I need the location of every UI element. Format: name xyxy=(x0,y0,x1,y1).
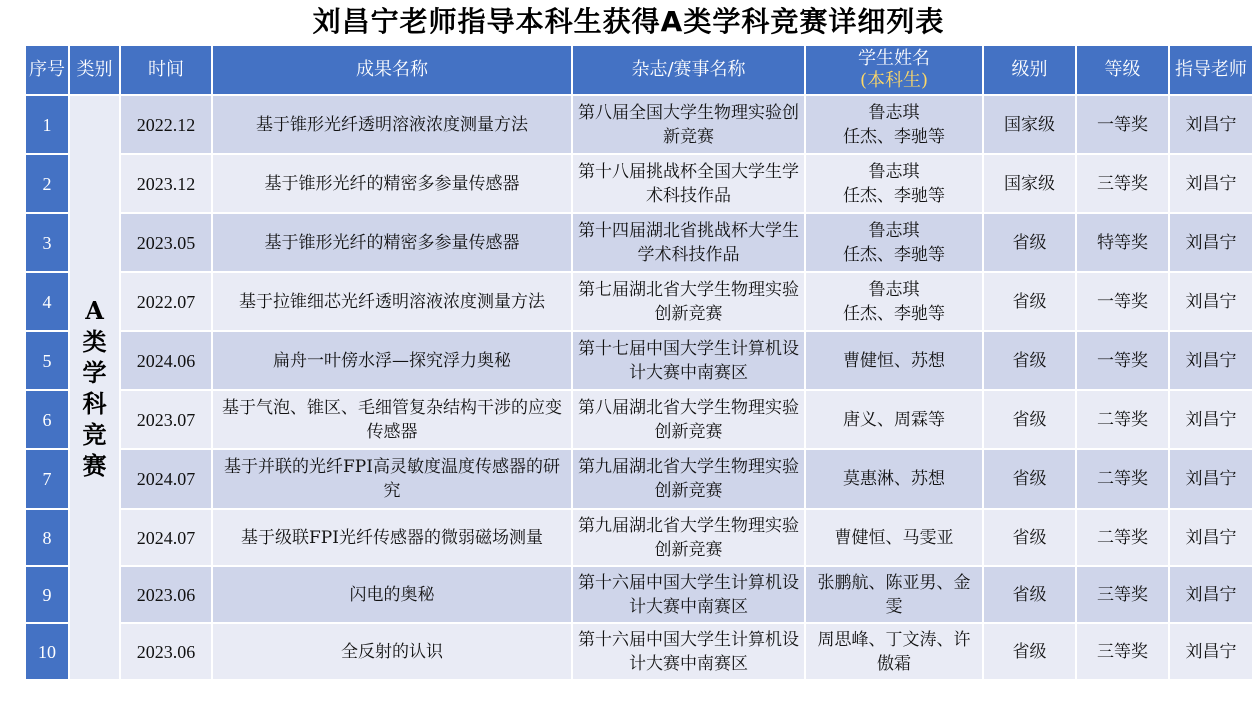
cell-time: 2022.12 xyxy=(121,96,211,153)
cell-advisor: 刘昌宁 xyxy=(1170,273,1252,330)
cell-competition: 第十六届中国大学生计算机设计大赛中南赛区 xyxy=(573,567,804,622)
row-index: 5 xyxy=(26,332,68,389)
cell-grade: 三等奖 xyxy=(1077,624,1168,679)
cell-level: 省级 xyxy=(984,450,1075,508)
table-row xyxy=(26,450,1252,508)
cell-grade: 一等奖 xyxy=(1077,273,1168,330)
table-row xyxy=(26,510,1252,565)
cell-time: 2023.05 xyxy=(121,214,211,271)
cell-grade: 二等奖 xyxy=(1077,450,1168,508)
cell-achievement: 基于气泡、锥区、毛细管复杂结构干涉的应变传感器 xyxy=(213,391,571,448)
table-row xyxy=(26,155,1252,212)
cell-level: 省级 xyxy=(984,567,1075,622)
table-row xyxy=(26,214,1252,271)
header-students-sub: (本科生) xyxy=(859,70,929,91)
row-index: 4 xyxy=(26,273,68,330)
cell-time: 2023.07 xyxy=(121,391,211,448)
table-row xyxy=(26,273,1252,330)
header-level: 级别 xyxy=(984,46,1075,94)
cell-students: 曹健恒、苏想 xyxy=(806,332,982,389)
cell-achievement: 基于锥形光纤的精密多参量传感器 xyxy=(213,214,571,271)
cell-advisor: 刘昌宁 xyxy=(1170,624,1252,679)
header-time: 时间 xyxy=(121,46,211,94)
cell-competition: 第十六届中国大学生计算机设计大赛中南赛区 xyxy=(573,624,804,679)
cell-grade: 二等奖 xyxy=(1077,510,1168,565)
cell-advisor: 刘昌宁 xyxy=(1170,155,1252,212)
cell-students: 莫惠淋、苏想 xyxy=(806,450,982,508)
cell-advisor: 刘昌宁 xyxy=(1170,510,1252,565)
header-achievement: 成果名称 xyxy=(213,46,571,94)
cell-students: 鲁志琪 任杰、李驰等 xyxy=(806,214,982,271)
row-index: 6 xyxy=(26,391,68,448)
cell-students: 周思峰、丁文涛、许傲霜 xyxy=(806,624,982,679)
cell-achievement: 全反射的认识 xyxy=(213,624,571,679)
cell-students: 鲁志琪 任杰、李驰等 xyxy=(806,273,982,330)
row-index: 3 xyxy=(26,214,68,271)
header-competition: 杂志/赛事名称 xyxy=(573,46,804,94)
cell-competition: 第十七届中国大学生计算机设计大赛中南赛区 xyxy=(573,332,804,389)
cell-advisor: 刘昌宁 xyxy=(1170,450,1252,508)
cell-competition: 第七届湖北省大学生物理实验创新竞赛 xyxy=(573,273,804,330)
cell-advisor: 刘昌宁 xyxy=(1170,96,1252,153)
cell-level: 省级 xyxy=(984,273,1075,330)
cell-time: 2024.06 xyxy=(121,332,211,389)
cell-achievement: 扁舟一叶傍水浮—探究浮力奥秘 xyxy=(213,332,571,389)
row-index: 10 xyxy=(26,624,68,679)
row-index: 1 xyxy=(26,96,68,153)
table-row xyxy=(26,567,1252,622)
cell-time: 2024.07 xyxy=(121,450,211,508)
cell-time: 2023.06 xyxy=(121,567,211,622)
cell-students: 鲁志琪 任杰、李驰等 xyxy=(806,96,982,153)
header-students xyxy=(806,46,982,94)
cell-level: 省级 xyxy=(984,510,1075,565)
header-row xyxy=(26,46,1252,94)
row-index: 8 xyxy=(26,510,68,565)
cell-grade: 特等奖 xyxy=(1077,214,1168,271)
cell-students: 鲁志琪 任杰、李驰等 xyxy=(806,155,982,212)
cell-achievement: 基于并联的光纤FPI高灵敏度温度传感器的研究 xyxy=(213,450,571,508)
table-row xyxy=(26,332,1252,389)
cell-advisor: 刘昌宁 xyxy=(1170,332,1252,389)
cell-competition: 第八届湖北省大学生物理实验创新竞赛 xyxy=(573,391,804,448)
cell-grade: 三等奖 xyxy=(1077,155,1168,212)
cell-competition: 第十八届挑战杯全国大学生学术科技作品 xyxy=(573,155,804,212)
awards-table xyxy=(24,44,1254,681)
cell-level: 省级 xyxy=(984,624,1075,679)
cell-grade: 一等奖 xyxy=(1077,332,1168,389)
cell-time: 2023.06 xyxy=(121,624,211,679)
cell-competition: 第十四届湖北省挑战杯大学生学术科技作品 xyxy=(573,214,804,271)
table-row xyxy=(26,624,1252,679)
cell-achievement: 基于拉锥细芯光纤透明溶液浓度测量方法 xyxy=(213,273,571,330)
cell-level: 省级 xyxy=(984,391,1075,448)
cell-level: 省级 xyxy=(984,214,1075,271)
cell-level: 省级 xyxy=(984,332,1075,389)
header-students-label: 学生姓名 xyxy=(858,48,930,69)
cell-competition: 第九届湖北省大学生物理实验创新竞赛 xyxy=(573,450,804,508)
category-label: A类学科竞赛 xyxy=(82,295,107,480)
cell-achievement: 基于锥形光纤的精密多参量传感器 xyxy=(213,155,571,212)
table-body xyxy=(26,96,1252,679)
cell-grade: 一等奖 xyxy=(1077,96,1168,153)
cell-students: 曹健恒、马雯亚 xyxy=(806,510,982,565)
cell-achievement: 基于锥形光纤透明溶液浓度测量方法 xyxy=(213,96,571,153)
cell-advisor: 刘昌宁 xyxy=(1170,391,1252,448)
cell-competition: 第八届全国大学生物理实验创新竞赛 xyxy=(573,96,804,153)
table-row xyxy=(26,96,1252,153)
cell-competition: 第九届湖北省大学生物理实验创新竞赛 xyxy=(573,510,804,565)
cell-time: 2024.07 xyxy=(121,510,211,565)
row-index: 2 xyxy=(26,155,68,212)
header-index: 序号 xyxy=(26,46,68,94)
cell-achievement: 闪电的奥秘 xyxy=(213,567,571,622)
cell-grade: 二等奖 xyxy=(1077,391,1168,448)
header-category: 类别 xyxy=(70,46,119,94)
cell-students: 张鹏航、陈亚男、金雯 xyxy=(806,567,982,622)
cell-time: 2022.07 xyxy=(121,273,211,330)
row-index: 7 xyxy=(26,450,68,508)
cell-advisor: 刘昌宁 xyxy=(1170,567,1252,622)
cell-students: 唐义、周霖等 xyxy=(806,391,982,448)
header-advisor: 指导老师 xyxy=(1170,46,1252,94)
row-index: 9 xyxy=(26,567,68,622)
table-row xyxy=(26,391,1252,448)
cell-level: 国家级 xyxy=(984,155,1075,212)
cell-achievement: 基于级联FPI光纤传感器的微弱磁场测量 xyxy=(213,510,571,565)
cell-grade: 三等奖 xyxy=(1077,567,1168,622)
cell-advisor: 刘昌宁 xyxy=(1170,214,1252,271)
cell-time: 2023.12 xyxy=(121,155,211,212)
category-cell xyxy=(70,96,119,679)
page-title: 刘昌宁老师指导本科生获得A类学科竞赛详细列表 xyxy=(312,5,945,38)
cell-level: 国家级 xyxy=(984,96,1075,153)
header-grade: 等级 xyxy=(1077,46,1168,94)
